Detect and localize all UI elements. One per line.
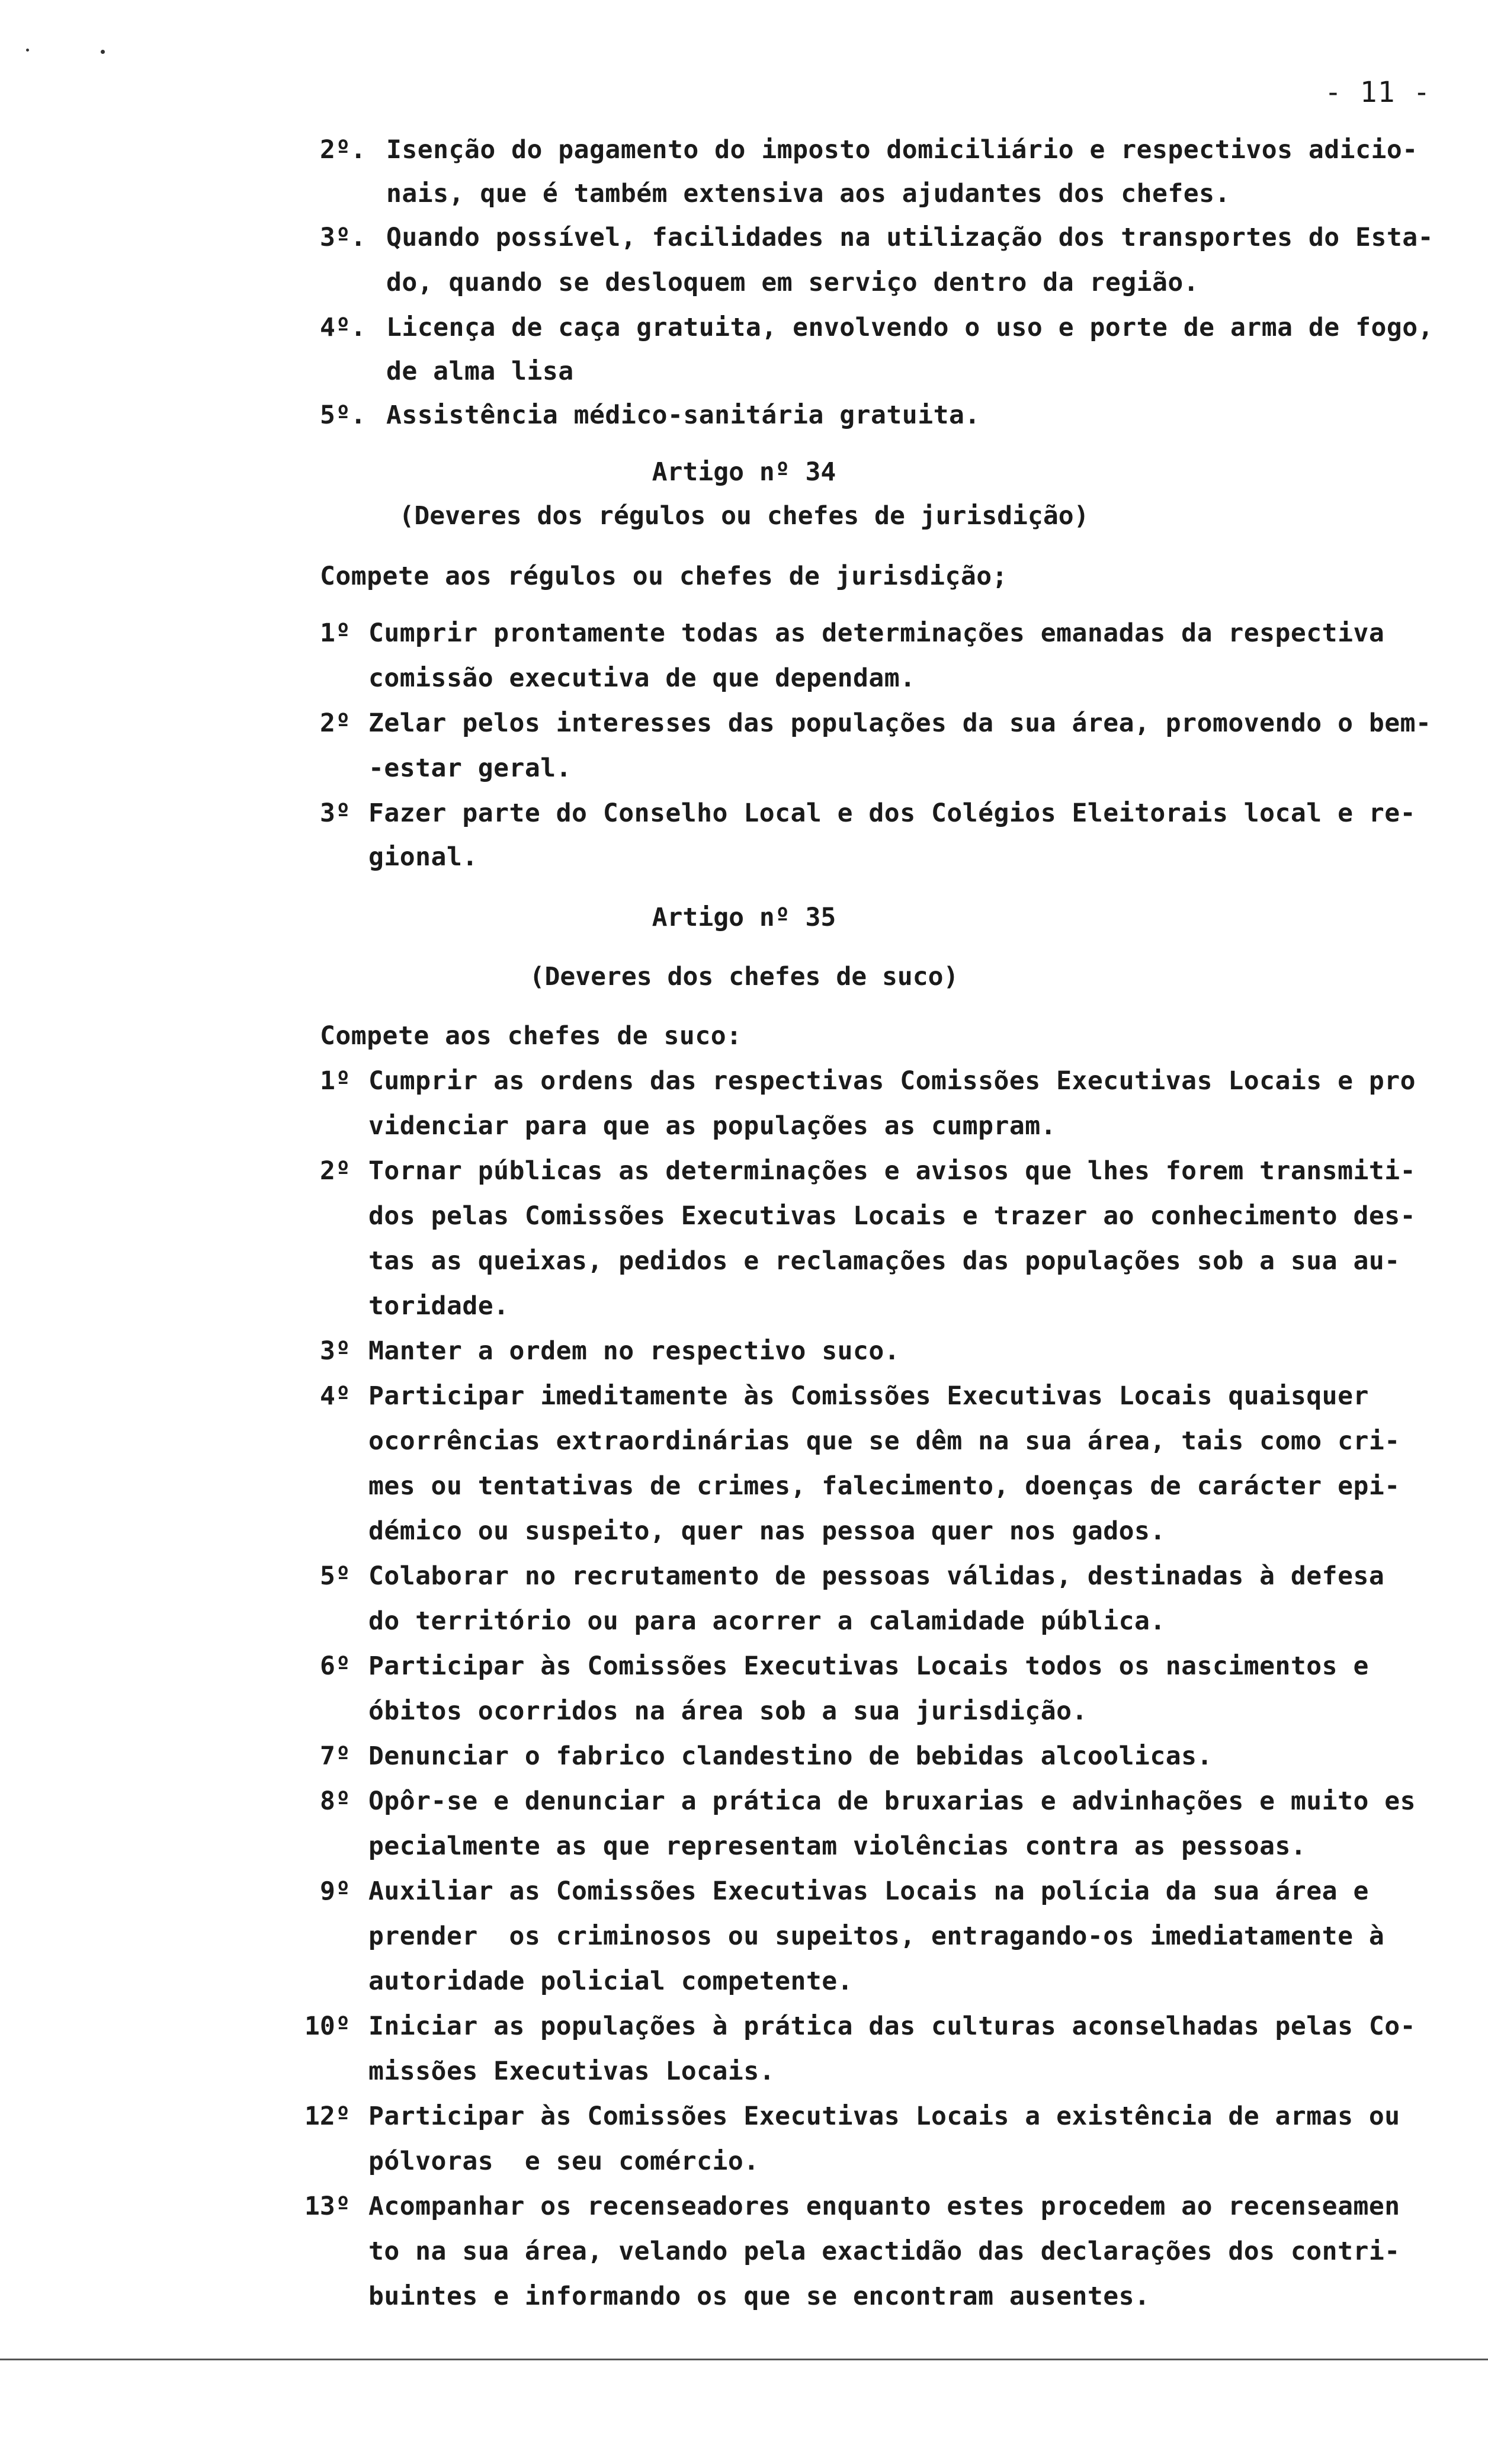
item-number: 6º — [320, 1651, 351, 1681]
item-number: 9º — [320, 1876, 351, 1906]
item-text: Quando possível, facilidades na utilização dos transportes do Esta- — [386, 223, 1434, 252]
list-item — [0, 1734, 1488, 1778]
list-item — [0, 2184, 1488, 2228]
list-item-cont — [0, 2229, 1488, 2273]
intro-text: Compete aos chefes de suco: — [320, 1021, 742, 1051]
item-text: do território ou para acorrer a calamidade pública. — [368, 1606, 1166, 1636]
item-text: pecialmente as que representam violências contra as pessoas. — [368, 1831, 1307, 1861]
list-item — [0, 216, 1488, 259]
item-number: 1º — [320, 618, 351, 648]
item-number: 2º — [320, 1156, 351, 1186]
item-text: Manter a ordem no respectivo suco. — [368, 1336, 900, 1366]
list-item — [0, 1059, 1488, 1103]
item-text: Assistência médico-sanitária gratuita. — [386, 400, 980, 430]
list-item — [0, 1329, 1488, 1373]
item-text: Isenção do pagamento do imposto domiciliário e respectivos adicio- — [386, 135, 1418, 165]
item-text: Cumprir as ordens das respectivas Comissões Executivas Locais e pro — [368, 1066, 1416, 1096]
item-text: autoridade policial competente. — [368, 1966, 854, 1996]
item-number: 4º — [320, 1381, 351, 1411]
item-text: Fazer parte do Conselho Local e dos Colégios Eleitorais local e re- — [368, 798, 1416, 828]
item-text: dos pelas Comissões Executivas Locais e trazer ao conhecimento des- — [368, 1201, 1416, 1231]
list-item-cont — [0, 746, 1488, 790]
item-number: 2º — [320, 708, 351, 738]
list-item — [0, 611, 1488, 655]
item-text: Opôr-se e denunciar a prática de bruxarias e advinhações e muito es — [368, 1786, 1416, 1816]
list-item-cont — [0, 1959, 1488, 2003]
item-text: Tornar públicas as determinações e avisos que lhes forem transmiti- — [368, 1156, 1416, 1186]
item-number: 13º — [304, 2192, 351, 2221]
item-number: 1º — [320, 1066, 351, 1096]
item-number: 7º — [320, 1741, 351, 1771]
article-title: Artigo nº 35 — [652, 903, 836, 932]
list-item-cont — [0, 1464, 1488, 1508]
item-text: Participar às Comissões Executivas Locais a existência de armas ou — [368, 2102, 1400, 2131]
article-heading — [0, 896, 1488, 939]
list-item-cont — [0, 2139, 1488, 2183]
item-number: 12º — [304, 2102, 351, 2131]
list-item-cont — [0, 1599, 1488, 1643]
list-item-cont — [0, 1419, 1488, 1463]
list-item — [0, 393, 1488, 437]
list-item — [0, 1554, 1488, 1598]
list-item — [0, 128, 1488, 172]
item-number: 5º. — [320, 400, 366, 430]
item-text: to na sua área, velando pela exactidão das declarações dos contri- — [368, 2237, 1400, 2266]
list-item-cont — [0, 2049, 1488, 2093]
list-item-cont — [0, 261, 1488, 304]
scan-speck — [101, 50, 105, 54]
list-item-cont — [0, 2274, 1488, 2318]
list-item-cont — [0, 1104, 1488, 1148]
scan-speck — [26, 49, 29, 52]
article-subtitle: (Deveres dos chefes de suco) — [529, 962, 959, 992]
intro-text: Compete aos régulos ou chefes de jurisdição; — [320, 562, 1008, 591]
item-text: óbitos ocorridos na área sob a sua jurisdição. — [368, 1696, 1088, 1726]
list-item — [0, 306, 1488, 349]
item-number: 4º. — [320, 313, 366, 342]
item-text: -estar geral. — [368, 753, 572, 783]
list-item — [0, 2004, 1488, 2048]
item-text: mes ou tentativas de crimes, falecimento, doenças de carácter epi- — [368, 1471, 1400, 1501]
item-text: Denunciar o fabrico clandestino de bebidas alcoolicas. — [368, 1741, 1213, 1771]
item-number: 2º. — [320, 135, 366, 165]
item-text: Participar às Comissões Executivas Locais todos os nascimentos e — [368, 1651, 1369, 1681]
item-text: démico ou suspeito, quer nas pessoa quer nos gados. — [368, 1516, 1166, 1546]
item-text: prender os criminosos ou supeitos, entragando-os imediatamente à — [368, 1921, 1385, 1951]
item-number: 3º — [320, 1336, 351, 1366]
item-text: Acompanhar os recenseadores enquanto estes procedem ao recenseamen — [368, 2192, 1400, 2221]
item-text: Licença de caça gratuita, envolvendo o uso e porte de arma de fogo, — [386, 313, 1434, 342]
list-item-cont — [0, 656, 1488, 700]
list-item — [0, 1149, 1488, 1193]
item-text: videnciar para que as populações as cumpram. — [368, 1111, 1057, 1141]
list-item — [0, 1644, 1488, 1688]
item-number: 8º — [320, 1786, 351, 1816]
article-intro — [0, 554, 1488, 598]
item-text: nais, que é também extensiva aos ajudantes dos chefes. — [386, 179, 1230, 208]
article-heading — [0, 450, 1488, 494]
item-text: Iniciar as populações à prática das culturas aconselhadas pelas Co- — [368, 2011, 1416, 2041]
list-item-cont — [0, 172, 1488, 216]
list-item-cont — [0, 1689, 1488, 1733]
article-subtitle: (Deveres dos régulos ou chefes de jurisdição) — [399, 501, 1089, 531]
list-item — [0, 1779, 1488, 1823]
item-text: ocorrências extraordinárias que se dêm na sua área, tais como cri- — [368, 1426, 1400, 1456]
list-item — [0, 1869, 1488, 1913]
list-item-cont — [0, 1194, 1488, 1238]
list-item-cont — [0, 1824, 1488, 1868]
item-text: gional. — [368, 842, 478, 872]
item-text: Colaborar no recrutamento de pessoas válidas, destinadas à defesa — [368, 1561, 1385, 1591]
item-text: Cumprir prontamente todas as determinações emanadas da respectiva — [368, 618, 1385, 648]
item-number: 10º — [304, 2011, 351, 2041]
item-text: tas as queixas, pedidos e reclamações das populações sob a sua au- — [368, 1246, 1400, 1276]
article-subheading — [0, 955, 1488, 999]
item-text: missões Executivas Locais. — [368, 2056, 775, 2086]
item-text: pólvoras e seu comércio. — [368, 2147, 759, 2176]
list-item — [0, 1374, 1488, 1418]
footer-rule — [0, 2359, 1488, 2360]
item-text: Auxiliar as Comissões Executivas Locais na polícia da sua área e — [368, 1876, 1369, 1906]
item-text: Zelar pelos interesses das populações da sua área, promovendo o bem- — [368, 708, 1432, 738]
page-number: - 11 - — [1325, 76, 1431, 109]
item-text: buintes e informando os que se encontram ausentes. — [368, 2282, 1150, 2311]
item-text: Participar imeditamente às Comissões Executivas Locais quaisquer — [368, 1381, 1369, 1411]
item-text: comissão executiva de que dependam. — [368, 663, 916, 693]
list-item-cont — [0, 1239, 1488, 1283]
article-intro — [0, 1014, 1488, 1058]
item-text: de alma lisa — [386, 357, 574, 386]
list-item-cont — [0, 1914, 1488, 1958]
item-number: 3º — [320, 798, 351, 828]
article-title: Artigo nº 34 — [652, 457, 836, 487]
item-number: 3º. — [320, 223, 366, 252]
article-subheading — [0, 494, 1488, 538]
item-number: 5º — [320, 1561, 351, 1591]
list-item — [0, 2094, 1488, 2138]
item-text: do, quando se desloquem em serviço dentro da região. — [386, 268, 1200, 297]
list-item-cont — [0, 1509, 1488, 1553]
item-text: toridade. — [368, 1291, 509, 1321]
list-item-cont — [0, 835, 1488, 879]
list-item-cont — [0, 1284, 1488, 1328]
list-item-cont — [0, 349, 1488, 393]
list-item — [0, 701, 1488, 745]
list-item — [0, 791, 1488, 835]
